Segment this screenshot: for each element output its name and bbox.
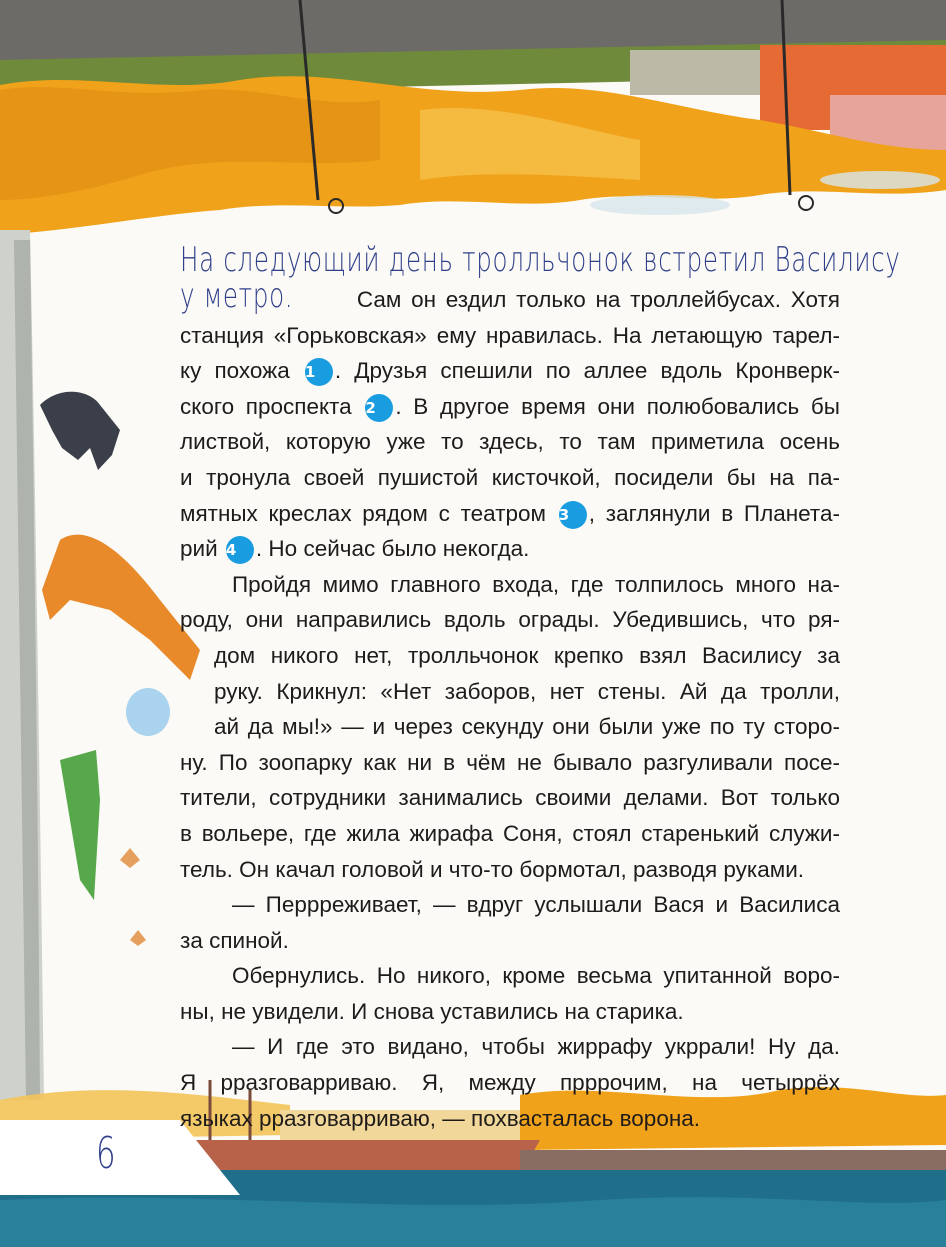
cloud bbox=[590, 195, 730, 215]
text-line: дом никого нет, тролльчонок крепко взял Василису за bbox=[214, 642, 840, 668]
lamp-2 bbox=[799, 196, 813, 210]
leaf bbox=[120, 848, 140, 868]
text-line: за спиной. bbox=[180, 927, 289, 953]
text-line-content: ку похожа bbox=[180, 358, 290, 384]
text-line-content: ского проспекта bbox=[180, 393, 352, 419]
text-line: тель. Он качал головой и что-то бормотал, разводя руками. bbox=[180, 856, 805, 882]
text-line-content: . В другое время они полюбовались бы bbox=[395, 393, 840, 419]
text-line bbox=[180, 496, 840, 532]
text-line: листвой, которую уже то здесь, то там приметила осень bbox=[180, 429, 840, 455]
paragraph-1 bbox=[180, 276, 840, 567]
story-text bbox=[180, 240, 901, 1136]
text-line: тители, сотрудники занимались своими делами. Вот только bbox=[180, 785, 840, 811]
crocodile bbox=[60, 750, 100, 900]
paragraph-4 bbox=[180, 958, 840, 1029]
text-line bbox=[180, 531, 840, 567]
text-line-content: . Друзья спешили по аллее вдоль Кронверк- bbox=[334, 358, 840, 384]
marker-4-icon[interactable]: 4 bbox=[226, 536, 254, 564]
marker-2-icon[interactable]: 2 bbox=[365, 394, 393, 422]
text-line: — И где это видано, чтобы жиррафу укррали! Ну да. bbox=[232, 1034, 840, 1060]
text-line: языках рразговарриваю, — похвасталась ворона. bbox=[180, 1105, 701, 1131]
text-line: Я рразговарриваю. Я, между прррочим, на четыррёх bbox=[180, 1070, 840, 1096]
paragraph-3 bbox=[180, 887, 840, 958]
text-line: Обернулись. Но никого, кроме весьма упитанной воро- bbox=[232, 963, 840, 989]
text-line bbox=[180, 353, 840, 389]
text-line: ны, не увидели. И снова уставились на старика. bbox=[180, 998, 684, 1024]
paragraph-2 bbox=[180, 567, 840, 887]
text-line-content: мятных креслах рядом с театром bbox=[180, 500, 546, 526]
goat bbox=[40, 392, 120, 470]
owl bbox=[126, 688, 170, 736]
ship bbox=[180, 1140, 540, 1175]
text-line-content: . Но сейчас было некогда. bbox=[255, 536, 530, 562]
marker-1-icon[interactable]: 1 bbox=[305, 358, 333, 386]
heading-line-2: у метро. bbox=[180, 276, 294, 316]
giraffe bbox=[42, 535, 200, 680]
text-line: Пройдя мимо главного входа, где толпилось много на- bbox=[232, 571, 840, 597]
text-line-content: , заглянули в Планета- bbox=[588, 500, 840, 526]
text-line: — Перрреживает, — вдруг услышали Вася и Василиса bbox=[232, 892, 840, 918]
leaf bbox=[130, 930, 146, 946]
page-number: 6 bbox=[96, 1128, 116, 1179]
building-grey bbox=[630, 50, 770, 95]
text-line: и тронула своей пушистой кисточкой, посидели бы на па- bbox=[180, 464, 840, 490]
text-line: ну. По зоопарку как ни в чём не бывало разгуливали посе- bbox=[180, 749, 840, 775]
marker-3-icon[interactable]: 3 bbox=[559, 501, 587, 529]
text-line: роду, они направились вдоль ограды. Убедившись, что ря- bbox=[180, 607, 840, 633]
text-line: ай да мы!» — и через секунду они были уже по ту сторо- bbox=[214, 714, 840, 740]
text-line: в вольере, где жила жирафа Соня, стоял старенький служи- bbox=[180, 820, 840, 846]
text-line: руку. Крикнул: «Нет заборов, нет стены. Ай да тролли, bbox=[214, 678, 840, 704]
heading-line-1: На следующий день тролльчонок встретил Василису bbox=[180, 240, 901, 280]
paragraph-5 bbox=[180, 1029, 840, 1136]
text-line bbox=[180, 276, 840, 318]
text-line: станция «Горьковская» ему нравилась. На летающую тарел- bbox=[180, 322, 840, 348]
cloud bbox=[820, 171, 940, 189]
text-line-content: рий bbox=[180, 536, 218, 562]
text-line-content: Сам он ездил только на троллейбусах. Хотя bbox=[356, 287, 840, 312]
text-line bbox=[180, 389, 840, 425]
